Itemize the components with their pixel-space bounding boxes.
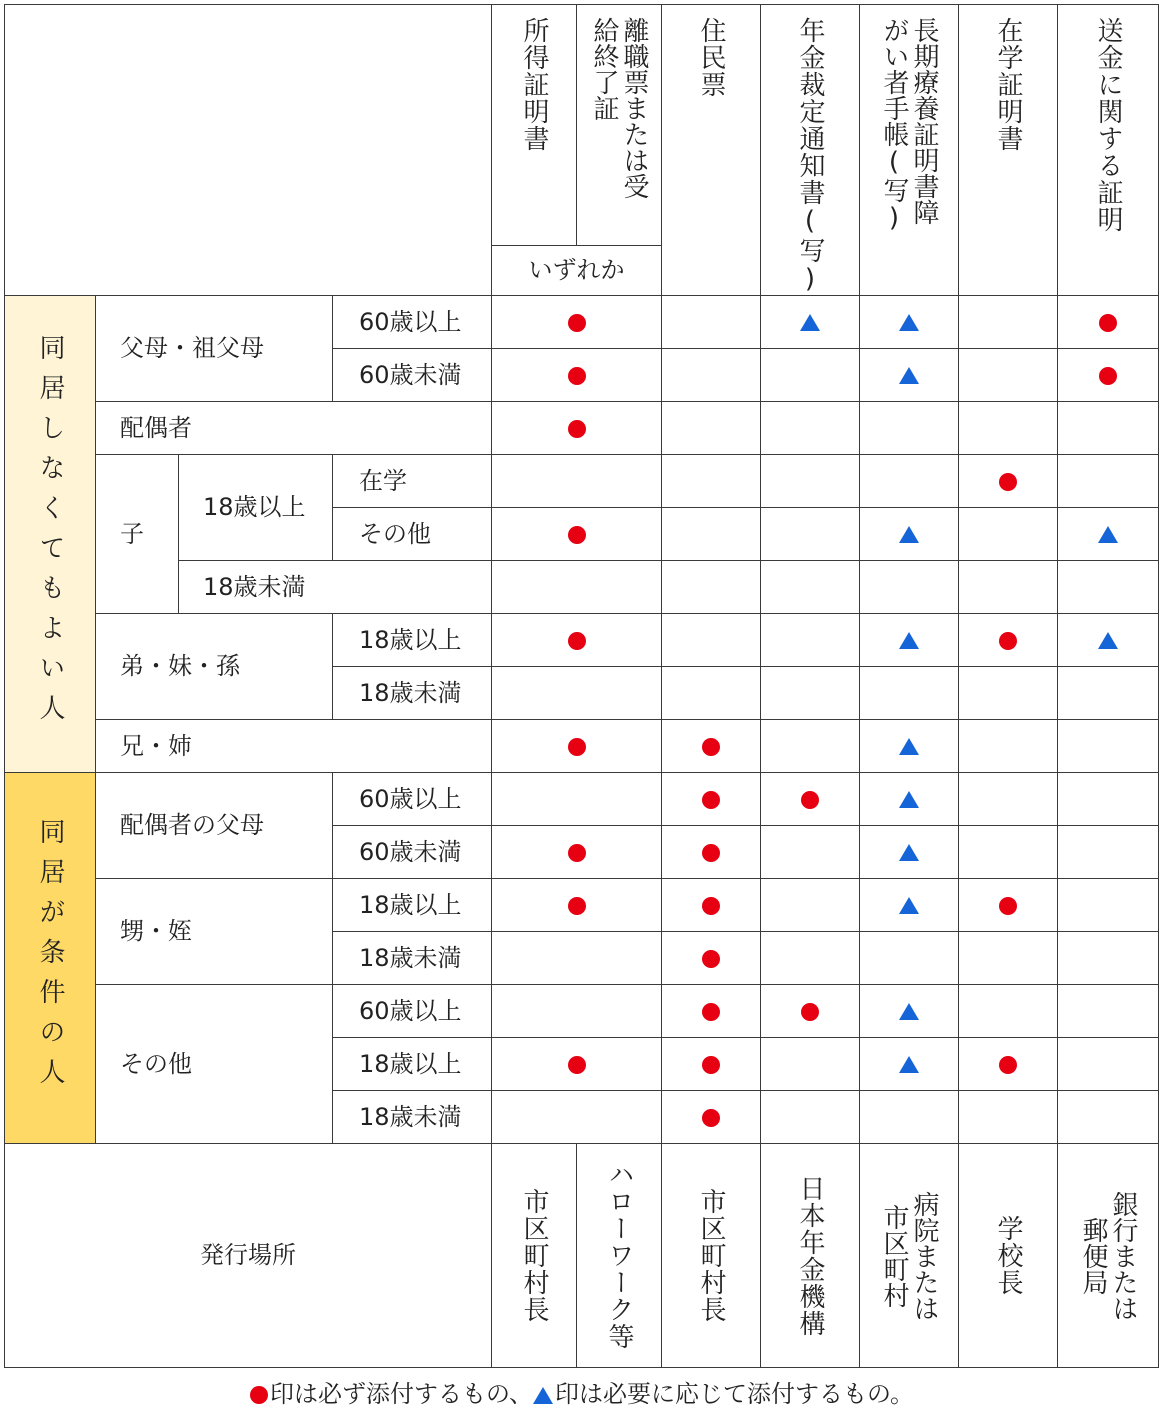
- issuer-label: 発行場所: [5, 1144, 492, 1368]
- header-school: 在学証明書: [959, 5, 1058, 296]
- cell-mark: [860, 773, 959, 826]
- cell-empty: [959, 932, 1058, 985]
- cell-empty: [662, 402, 761, 455]
- sub-over60: 60歳以上: [333, 985, 492, 1038]
- cell-empty: [1058, 879, 1159, 932]
- cell-mark: [492, 508, 662, 561]
- cell-empty: [761, 561, 860, 614]
- row-nephew: 甥・姪: [96, 879, 333, 985]
- header-income-cert: 所得証明書: [492, 5, 577, 246]
- required-dot-icon: [568, 897, 586, 915]
- required-dot-icon: [702, 738, 720, 756]
- sub-under60: 60歳未満: [333, 826, 492, 879]
- cell-mark: [492, 720, 662, 773]
- cell-empty: [492, 773, 662, 826]
- header-medical: 長期療養証明書障がい者手帳(写): [860, 5, 959, 296]
- cell-empty: [860, 932, 959, 985]
- cell-empty: [1058, 773, 1159, 826]
- cell-empty: [761, 349, 860, 402]
- cell-empty: [1058, 402, 1159, 455]
- sub-over18: 18歳以上: [333, 614, 492, 667]
- issuer-remit: 銀行または郵便局: [1058, 1144, 1159, 1368]
- optional-triangle-icon: [1098, 632, 1118, 649]
- optional-triangle-icon: [899, 738, 919, 755]
- requirements-table: [4, 4, 1159, 1368]
- cell-mark: [761, 296, 860, 349]
- cell-empty: [492, 932, 662, 985]
- cell-empty: [761, 614, 860, 667]
- optional-triangle-icon: [899, 526, 919, 543]
- cell-mark: [492, 1038, 662, 1091]
- group-not-required: 同居しなくてもよい人: [5, 296, 96, 773]
- cell-empty: [662, 296, 761, 349]
- optional-triangle-icon: [899, 632, 919, 649]
- cell-mark: [662, 773, 761, 826]
- cell-empty: [761, 932, 860, 985]
- sub-child-under18: 18歳未満: [179, 561, 492, 614]
- cell-mark: [662, 879, 761, 932]
- cell-empty: [1058, 1091, 1159, 1144]
- cell-empty: [959, 826, 1058, 879]
- optional-triangle-icon: [800, 314, 820, 331]
- required-dot-icon: [568, 1056, 586, 1074]
- cell-mark: [1058, 296, 1159, 349]
- cell-empty: [959, 773, 1058, 826]
- required-dot-icon: [568, 420, 586, 438]
- cell-empty: [959, 1091, 1058, 1144]
- header-remit: 送金に関する証明: [1058, 5, 1159, 296]
- cell-empty: [1058, 826, 1159, 879]
- cell-empty: [959, 349, 1058, 402]
- optional-triangle-icon: [1098, 526, 1118, 543]
- sub-under18: 18歳未満: [333, 1091, 492, 1144]
- cell-mark: [492, 349, 662, 402]
- required-dot-icon: [702, 1003, 720, 1021]
- required-dot-icon: [999, 473, 1017, 491]
- header-separation: 離職票または受給終了証: [577, 5, 662, 246]
- row-siblings: 弟・妹・孫: [96, 614, 333, 720]
- row-other: その他: [96, 985, 333, 1144]
- cell-mark: [1058, 614, 1159, 667]
- cell-mark: [662, 826, 761, 879]
- sub-over18: 18歳以上: [333, 879, 492, 932]
- cell-empty: [959, 720, 1058, 773]
- cell-empty: [761, 1091, 860, 1144]
- cell-mark: [860, 349, 959, 402]
- header-residence: 住民票: [662, 5, 761, 296]
- cell-mark: [1058, 349, 1159, 402]
- cell-empty: [1058, 932, 1159, 985]
- cell-mark: [860, 879, 959, 932]
- cell-empty: [662, 508, 761, 561]
- cell-empty: [492, 667, 662, 720]
- legend-dot-text: 印は必ず添付するもの、: [269, 1380, 533, 1408]
- cell-empty: [959, 402, 1058, 455]
- cell-mark: [662, 932, 761, 985]
- cell-mark: [959, 455, 1058, 508]
- row-child: 子: [96, 455, 179, 614]
- cell-mark: [959, 879, 1058, 932]
- required-dot-icon: [702, 897, 720, 915]
- required-dot-icon: [999, 1056, 1017, 1074]
- cell-empty: [662, 349, 761, 402]
- cell-mark: [860, 720, 959, 773]
- sub-other: その他: [333, 508, 492, 561]
- required-dot-icon: [801, 1003, 819, 1021]
- header-pension: 年金裁定通知書(写): [761, 5, 860, 296]
- cell-mark: [492, 296, 662, 349]
- cell-mark: [860, 296, 959, 349]
- issuer-residence: 市区町村長: [662, 1144, 761, 1368]
- cell-mark: [761, 985, 860, 1038]
- required-dot-icon: [568, 738, 586, 756]
- required-dot-icon: [702, 844, 720, 862]
- cell-mark: [662, 1091, 761, 1144]
- cell-empty: [492, 1091, 662, 1144]
- cell-empty: [860, 402, 959, 455]
- cell-mark: [662, 985, 761, 1038]
- sub-over60: 60歳以上: [333, 773, 492, 826]
- sub-under18: 18歳未満: [333, 667, 492, 720]
- issuer-hellowork: ハローワーク等: [577, 1144, 662, 1368]
- required-dot-icon: [702, 1109, 720, 1127]
- cell-empty: [761, 508, 860, 561]
- required-dot-icon: [568, 314, 586, 332]
- cell-empty: [1058, 720, 1159, 773]
- cell-mark: [860, 826, 959, 879]
- cell-mark: [492, 826, 662, 879]
- cell-empty: [959, 561, 1058, 614]
- cell-empty: [860, 561, 959, 614]
- optional-triangle-icon: [899, 897, 919, 914]
- header-either: いずれか: [492, 245, 662, 295]
- cell-empty: [761, 879, 860, 932]
- cell-empty: [1058, 985, 1159, 1038]
- cell-mark: [860, 1038, 959, 1091]
- required-dot-icon: [702, 1056, 720, 1074]
- required-dot-icon: [568, 526, 586, 544]
- cell-empty: [761, 455, 860, 508]
- cell-mark: [492, 879, 662, 932]
- sub-over18: 18歳以上: [333, 1038, 492, 1091]
- cell-mark: [860, 614, 959, 667]
- required-dot-icon: [1099, 314, 1117, 332]
- cell-empty: [492, 561, 662, 614]
- required-dot-icon: [1099, 367, 1117, 385]
- optional-triangle-icon: [899, 1003, 919, 1020]
- cell-mark: [860, 508, 959, 561]
- cell-empty: [1058, 561, 1159, 614]
- row-spouse-parents: 配偶者の父母: [96, 773, 333, 879]
- cell-mark: [761, 773, 860, 826]
- cell-empty: [860, 667, 959, 720]
- cell-empty: [860, 1091, 959, 1144]
- cell-empty: [662, 667, 761, 720]
- cell-mark: [1058, 508, 1159, 561]
- cell-mark: [860, 985, 959, 1038]
- required-dot-icon: [568, 844, 586, 862]
- cell-empty: [761, 402, 860, 455]
- cell-empty: [761, 826, 860, 879]
- cell-mark: [662, 1038, 761, 1091]
- cell-empty: [959, 508, 1058, 561]
- optional-triangle-icon: [899, 791, 919, 808]
- required-dot-icon: [568, 367, 586, 385]
- group-required: 同居が条件の人: [5, 773, 96, 1144]
- cell-empty: [761, 720, 860, 773]
- cell-empty: [662, 561, 761, 614]
- cell-empty: [761, 667, 860, 720]
- cell-empty: [761, 1038, 860, 1091]
- cell-empty: [1058, 1038, 1159, 1091]
- optional-triangle-icon: [899, 844, 919, 861]
- sub-under18: 18歳未満: [333, 932, 492, 985]
- optional-triangle-icon: [899, 367, 919, 384]
- issuer-income: 市区町村長: [492, 1144, 577, 1368]
- cell-empty: [662, 614, 761, 667]
- row-parents: 父母・祖父母: [96, 296, 333, 402]
- required-dot-icon: [999, 897, 1017, 915]
- cell-empty: [959, 667, 1058, 720]
- cell-mark: [959, 614, 1058, 667]
- optional-triangle-icon: [899, 1056, 919, 1073]
- row-elder: 兄・姉: [96, 720, 492, 773]
- cell-empty: [1058, 667, 1159, 720]
- row-spouse: 配偶者: [96, 402, 492, 455]
- required-dot-icon: [999, 632, 1017, 650]
- cell-empty: [959, 296, 1058, 349]
- legend-triangle-text: 印は必要に応じて添付するもの。: [555, 1380, 915, 1408]
- cell-empty: [959, 985, 1058, 1038]
- sub-over60: 60歳以上: [333, 296, 492, 349]
- cell-empty: [492, 985, 662, 1038]
- legend: [0, 1374, 1164, 1409]
- cell-empty: [1058, 455, 1159, 508]
- cell-empty: [860, 455, 959, 508]
- corner-cell: [5, 5, 492, 296]
- cell-mark: [959, 1038, 1058, 1091]
- sub-child-over18: 18歳以上: [179, 455, 333, 561]
- issuer-medical: 病院または市区町村: [860, 1144, 959, 1368]
- sub-student: 在学: [333, 455, 492, 508]
- optional-triangle-icon: [899, 314, 919, 331]
- required-dot-icon: [250, 1386, 268, 1404]
- cell-empty: [662, 455, 761, 508]
- required-dot-icon: [702, 950, 720, 968]
- required-dot-icon: [568, 632, 586, 650]
- cell-mark: [492, 614, 662, 667]
- issuer-pension: 日本年金機構: [761, 1144, 860, 1368]
- required-dot-icon: [702, 791, 720, 809]
- cell-empty: [492, 455, 662, 508]
- sub-under60: 60歳未満: [333, 349, 492, 402]
- required-dot-icon: [801, 791, 819, 809]
- cell-mark: [662, 720, 761, 773]
- optional-triangle-icon: [533, 1387, 553, 1404]
- issuer-school: 学校長: [959, 1144, 1058, 1368]
- cell-mark: [492, 402, 662, 455]
